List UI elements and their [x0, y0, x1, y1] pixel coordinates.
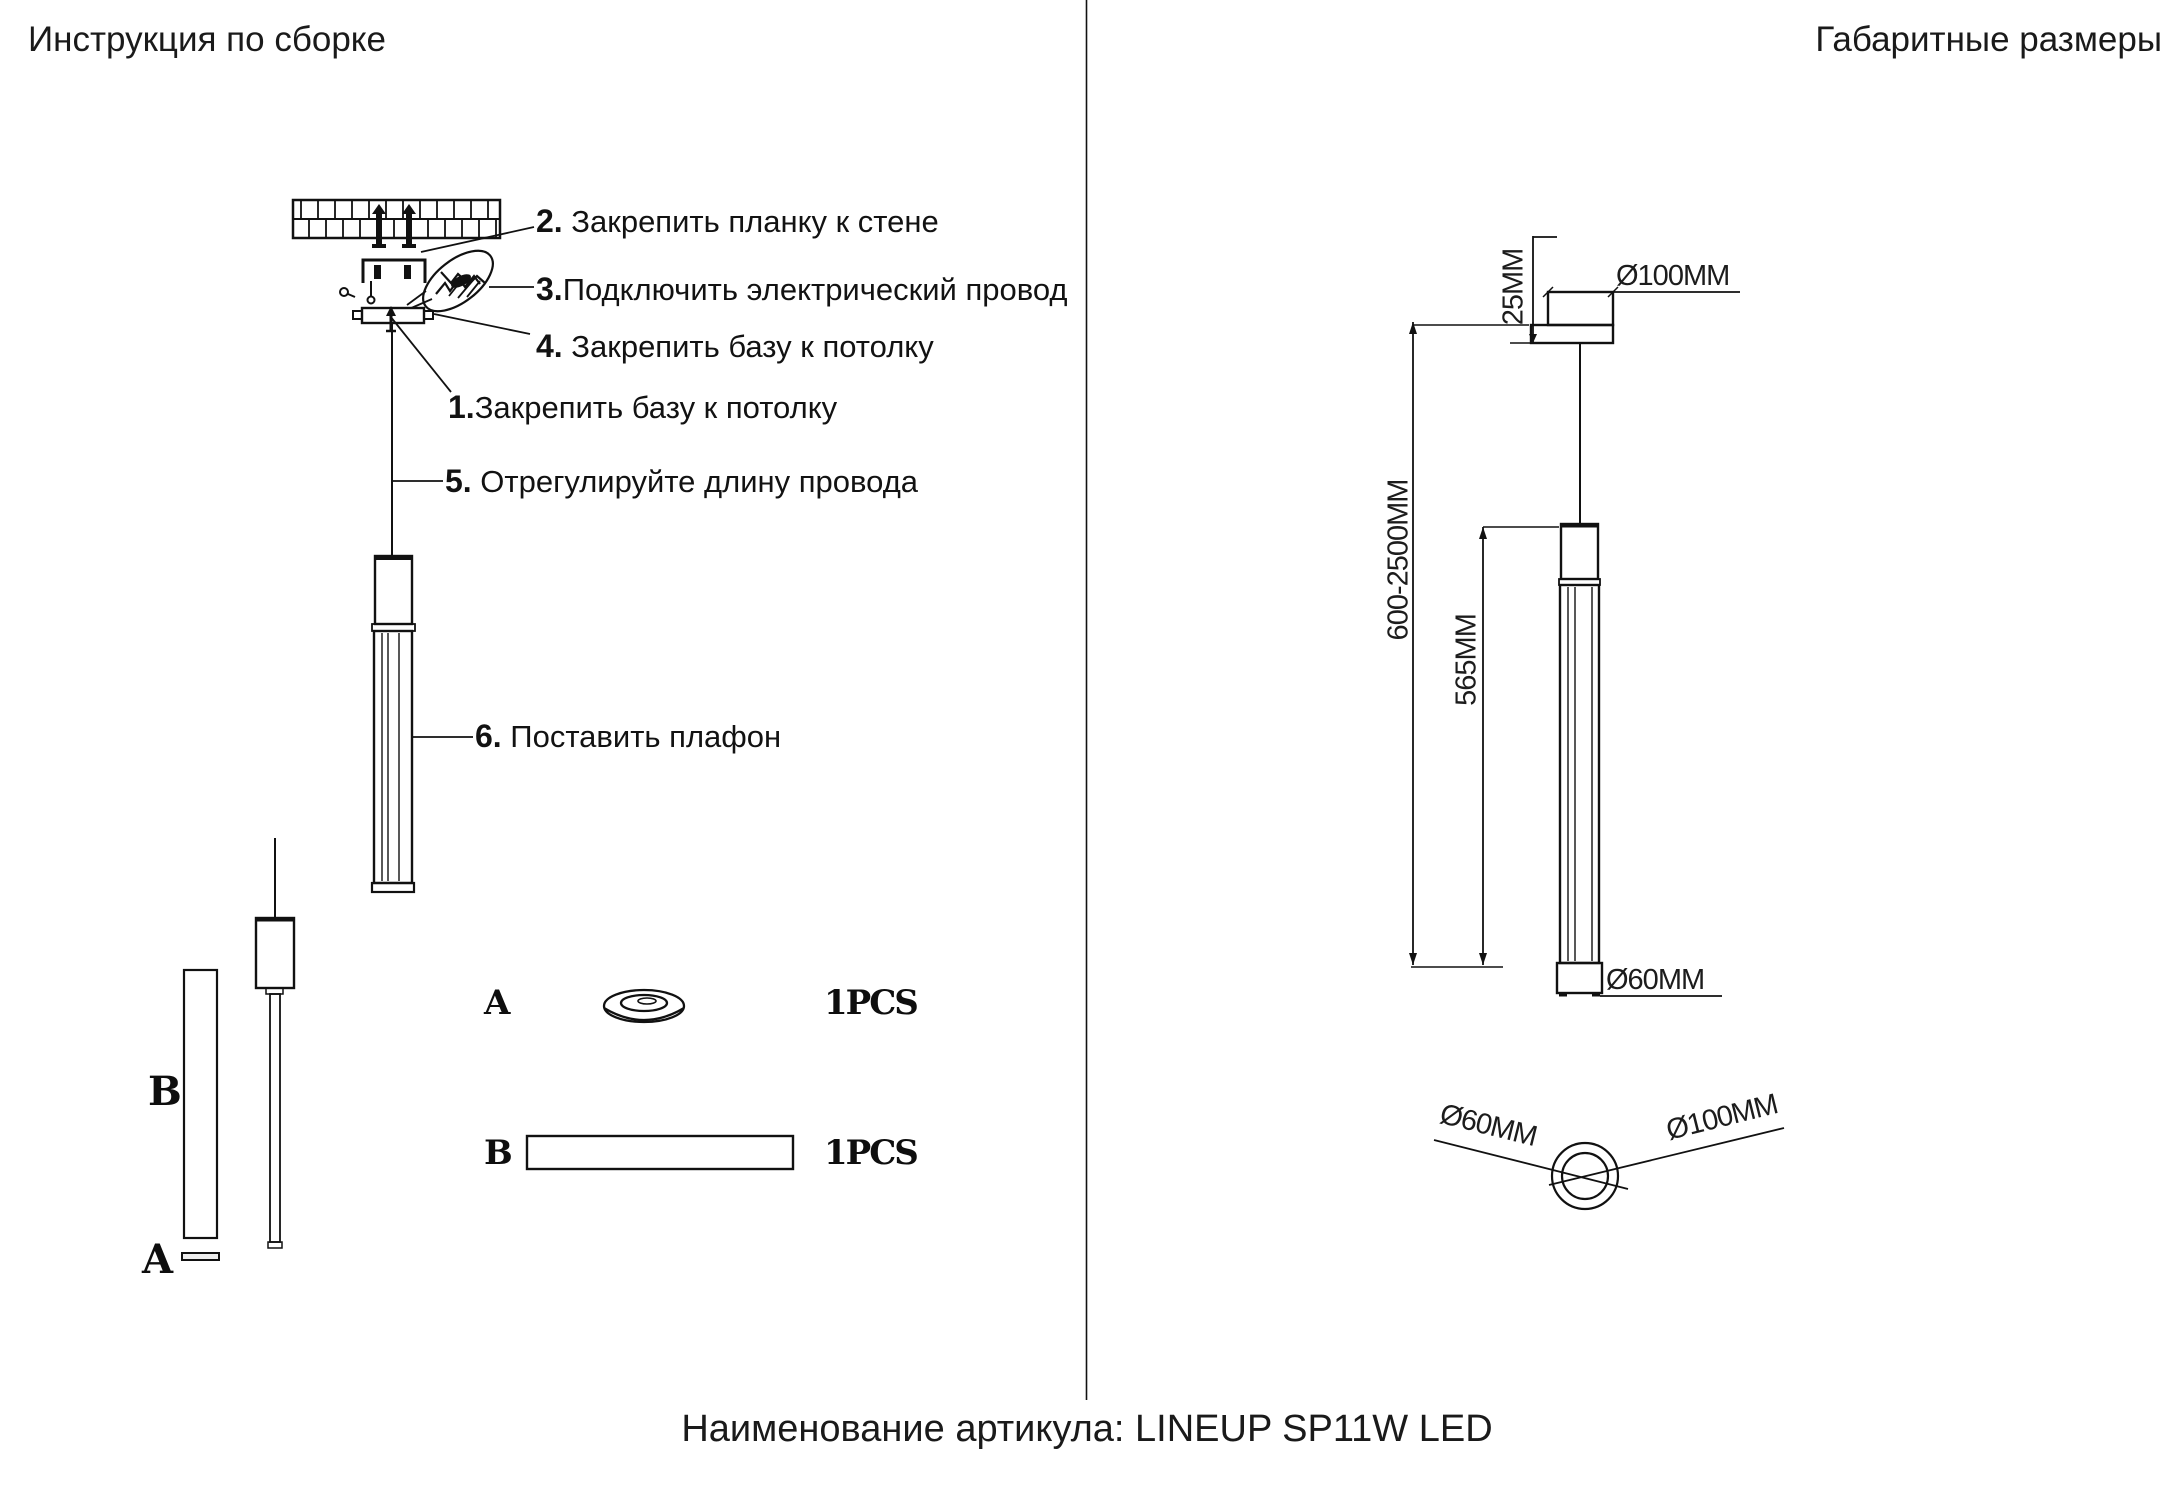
canopy-drawing — [1531, 287, 1740, 343]
step-2-label: Закрепить планку к стене — [562, 204, 939, 239]
dim-shade-diameter: Ø60MM — [1606, 964, 1705, 996]
step-4 — [536, 328, 934, 365]
step-3-number: 3. — [536, 271, 563, 307]
right-panel-title: Габаритные размеры — [1815, 20, 2162, 59]
parts-list-qty-a: 1PCS — [824, 983, 917, 1023]
dim-shade-height-line — [1479, 527, 1559, 965]
step-6-number: 6. — [475, 718, 502, 754]
article-name-caption: Наименование артикула: LINEUP SP11W LED — [681, 1408, 1493, 1450]
wall-bracket-icon — [363, 260, 425, 283]
step-4-label: Закрепить базу к потолку — [562, 329, 934, 364]
dim-shade-height: 565MM — [1450, 614, 1483, 706]
dim-canopy-height: 25MM — [1497, 248, 1530, 326]
component-label-b: B — [148, 1068, 180, 1115]
step-2-number: 2. — [536, 203, 563, 239]
ceiling-brick-hatch — [293, 200, 500, 238]
parts-list-qty-b: 1PCS — [824, 1133, 917, 1173]
part-a-ring-icon — [604, 990, 684, 1022]
dim-bottom-view-shade: Ø60MM — [1436, 1098, 1540, 1153]
component-label-a: A — [142, 1236, 172, 1283]
dim-cord-length: 600-2500MM — [1382, 479, 1415, 641]
parts-list-id-a: A — [484, 983, 509, 1023]
component-wire-rod — [255, 838, 295, 1248]
part-b-bar-icon — [527, 1136, 793, 1169]
step-5-number: 5. — [445, 463, 472, 499]
pendant-lamp-dim-view — [1557, 524, 1722, 996]
small-screws-icon — [340, 281, 375, 304]
step-5-label: Отрегулируйте длину провода — [471, 464, 919, 499]
pendant-lamp-side — [372, 556, 415, 892]
step-4-number: 4. — [536, 328, 563, 364]
step-1 — [448, 389, 837, 426]
step-6 — [475, 718, 781, 755]
dim-canopy-diameter: Ø100MM — [1616, 260, 1730, 292]
step-3-label: Подключить электрический провод — [562, 272, 1068, 307]
step-1-number: 1. — [448, 389, 475, 425]
step-5 — [445, 463, 918, 500]
step-6-label: Поставить плафон — [501, 719, 782, 754]
dim-bottom-view-canopy: Ø100MM — [1663, 1088, 1781, 1147]
step-2 — [536, 203, 939, 240]
component-ring-side — [182, 1253, 219, 1260]
parts-list-id-b: B — [484, 1133, 511, 1173]
step-1-label: Закрепить базу к потолку — [474, 390, 838, 425]
left-panel-title: Инструкция по сборке — [28, 20, 386, 59]
step-3 — [536, 271, 1067, 308]
component-shade-tube — [184, 970, 217, 1238]
